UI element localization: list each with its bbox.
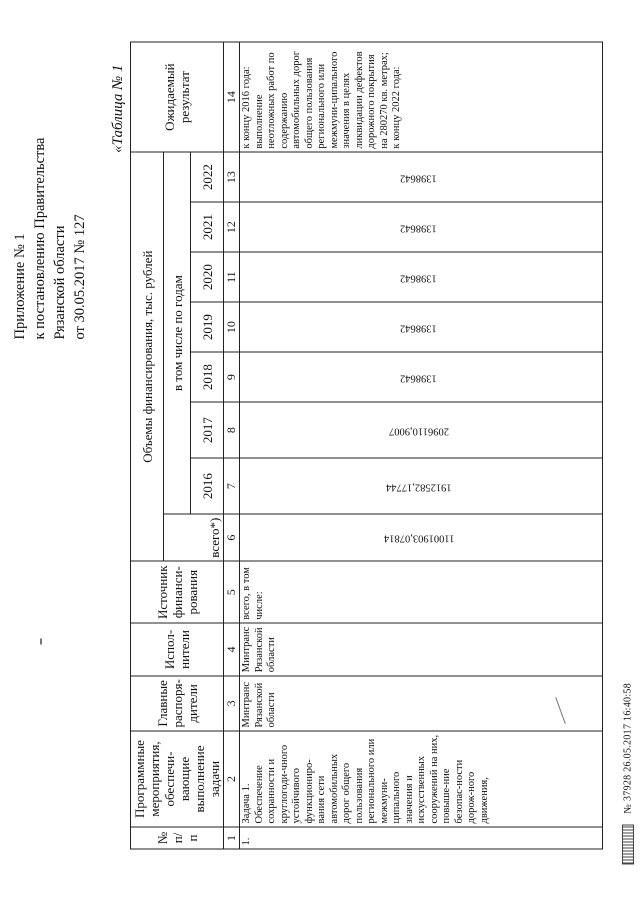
result-text: к концу 2016 года: выполнение неотложных работ по содержанию автомобильных дорог общего пользования регионального или межмуни-ципального значения в целях ликвидации дефектов дорожного покрытия на 280270 кв. метрах; к концу 2022 года: [240,42,603,152]
column-number-row [224,42,240,849]
header-year-2018: 2018 [191,352,224,402]
registration-stamp [622,683,634,865]
col-num: 14 [224,42,240,152]
header-managers: Главные распоря-дители [131,676,224,731]
header-no: № п/п [131,827,224,849]
header-line-4: от 30.05.2017 № 127 [72,214,88,340]
year-2016-value: 1912582,17744 [385,481,452,493]
header-funding: Объемы финансирования, тыс. рублей [131,152,164,561]
appendix-header [10,40,90,340]
registration-text: № 37928 26.05.2017 16:40:58 [622,682,634,814]
source-text: всего, в том числе: [240,561,603,623]
col-num: 1 [224,827,240,849]
year-2022-value: 1398642 [400,172,438,184]
header-year-2021: 2021 [191,202,224,252]
header-total: всего*) [164,514,224,561]
header-result: Ожидаемый результат [131,42,224,152]
header-executors: Испол-нители [131,623,224,675]
year-2020-cell [240,252,603,302]
col-num: 10 [224,302,240,352]
header-source: Источник финанси-рования [131,561,224,623]
year-2016-cell [240,458,603,514]
col-num: 2 [224,731,240,827]
year-2020-value: 1398642 [400,272,438,284]
year-2019-cell [240,302,603,352]
col-num: 4 [224,623,240,675]
row-number: 1. [240,827,603,849]
header-year-2020: 2020 [191,252,224,302]
year-2018-value: 1398642 [400,372,438,384]
header-line-3: Рязанской области [52,225,68,340]
header-year-2019: 2019 [191,302,224,352]
header-year-2016: 2016 [191,458,224,514]
year-2017-value: 2096110,9007 [388,425,449,437]
executor-text: Минтранс Рязанской области [240,623,603,675]
col-num: 7 [224,458,240,514]
manager-text: Минтранс Рязанской области [240,676,603,731]
barcode-icon [622,825,634,865]
col-num: 3 [224,676,240,731]
year-2017-cell [240,402,603,458]
dust-mark [40,639,42,645]
year-2021-cell [240,202,603,252]
year-2021-value: 1398642 [400,222,438,234]
header-year-2022: 2022 [191,152,224,202]
col-num: 13 [224,152,240,202]
table-row [240,42,603,849]
program-table [130,42,603,850]
total-value: 11001903,07814 [383,532,454,544]
header-line-1: Приложение № 1 [12,233,28,340]
year-2022-cell [240,152,603,202]
col-num: 11 [224,252,240,302]
year-2018-cell [240,352,603,402]
header-by-years: в том числе по годам [164,152,191,514]
header-measures: Программные мероприятия, обеспечи-вающие выполнение задачи [131,731,224,827]
header-line-2: к постановлению Правительства [32,137,48,340]
measure-text: Задача 1. Обеспечение сохранности и круглогоди-чного устойчивого функциониро-вания сети автомобильных дорог общего пользования регионального или межмуни-ципального значения и искусственных сооружений на них, повыше-ние безопас-ности дорож-ного движения, [240,731,603,827]
year-2019-value: 1398642 [400,322,438,334]
total-cell [240,514,603,561]
header-year-2017: 2017 [191,402,224,458]
col-num: 5 [224,561,240,623]
table-title: «Таблица № 1 [110,64,126,153]
col-num: 6 [224,514,240,561]
col-num: 12 [224,202,240,252]
col-num: 8 [224,402,240,458]
col-num: 9 [224,352,240,402]
